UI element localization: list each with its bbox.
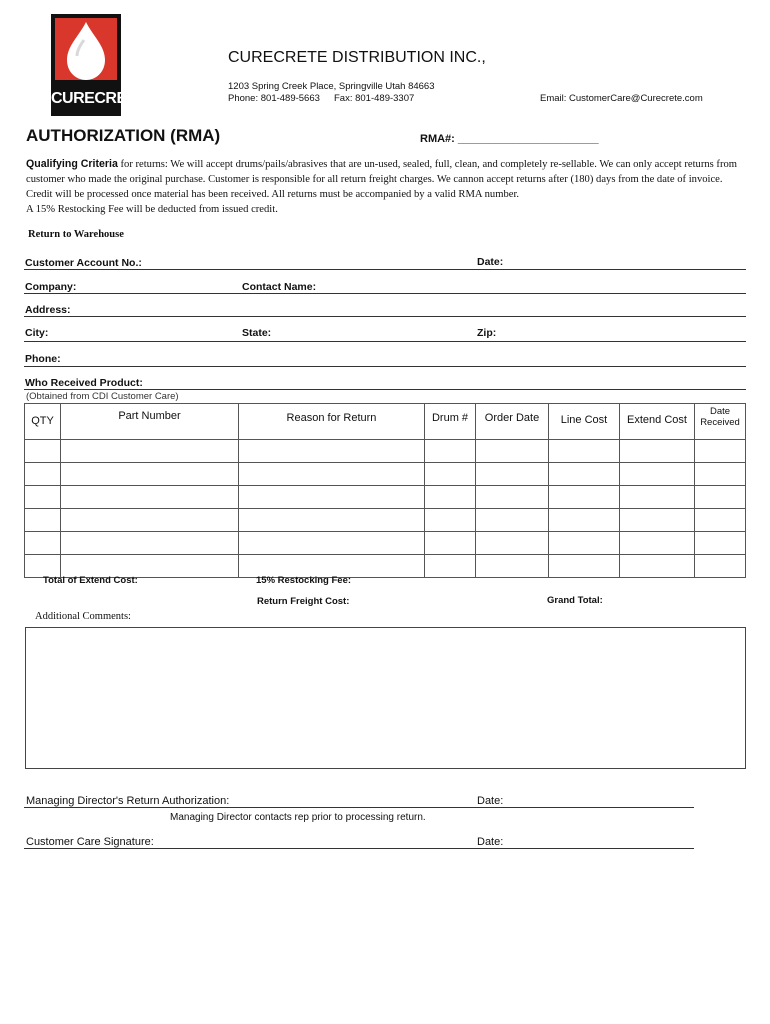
cell-date-received[interactable] — [695, 555, 746, 578]
city-label: City: — [25, 327, 49, 339]
cell-line-cost[interactable] — [549, 555, 620, 578]
cell-part-number[interactable] — [61, 532, 239, 555]
header-qty: QTY — [25, 404, 61, 440]
header-drum: Drum # — [425, 404, 476, 440]
company-line[interactable] — [24, 293, 746, 294]
table-row[interactable] — [25, 486, 746, 509]
table-row[interactable] — [25, 509, 746, 532]
table-row[interactable] — [25, 532, 746, 555]
address-line[interactable] — [24, 316, 746, 317]
phone-line[interactable] — [24, 366, 746, 367]
company-address: 1203 Spring Creek Place, Springville Utah 84663 — [228, 81, 435, 92]
criteria-text: for returns: We will accept drums/pails/abrasives that are un-used, sealed, full, clean, and completely re-sellable. We can only accept returns from customer who made the original purchase. Customer is responsible for all return freight charges. We cannon accept returns after (180) days from the date of invoice. Credit will be processed once material has been received. All returns must be accompanied by a valid RMA number. — [26, 159, 738, 200]
criteria-heading: Qualifying Criteria — [26, 158, 118, 170]
obtained-from-note: (Obtained from CDI Customer Care) — [26, 391, 179, 402]
company-phone: Phone: 801-489-5663 — [228, 93, 320, 104]
cell-date-received[interactable] — [695, 440, 746, 463]
cell-drum[interactable] — [425, 509, 476, 532]
logo-brand-text: CURECRETE — [51, 90, 147, 107]
company-fax: Fax: 801-489-3307 — [334, 93, 415, 104]
cell-line-cost[interactable] — [549, 463, 620, 486]
director-authorization-label: Managing Director's Return Authorization: — [26, 795, 230, 807]
cell-order-date[interactable] — [476, 486, 549, 509]
header-order-date: Order Date — [476, 404, 549, 440]
cell-date-received[interactable] — [695, 532, 746, 555]
cell-order-date[interactable] — [476, 555, 549, 578]
company-logo — [51, 14, 147, 116]
cell-extend-cost[interactable] — [620, 555, 695, 578]
cell-date-received[interactable] — [695, 463, 746, 486]
grand-total-label: Grand Total: — [547, 595, 603, 606]
cell-part-number[interactable] — [61, 463, 239, 486]
director-date-label: Date: — [477, 795, 504, 807]
cell-drum[interactable] — [425, 532, 476, 555]
company-name: CURECRETE DISTRIBUTION INC., — [228, 49, 486, 66]
cell-reason[interactable] — [239, 486, 425, 509]
customer-care-signature-line[interactable] — [24, 848, 694, 849]
header-line-cost: Line Cost — [549, 404, 620, 440]
city-line[interactable] — [24, 341, 746, 342]
cell-part-number[interactable] — [61, 486, 239, 509]
cell-drum[interactable] — [425, 486, 476, 509]
cell-reason[interactable] — [239, 532, 425, 555]
restocking-note: A 15% Restocking Fee will be deducted from issued credit. — [26, 204, 278, 215]
cell-order-date[interactable] — [476, 532, 549, 555]
cell-reason[interactable] — [239, 509, 425, 532]
cell-qty[interactable] — [25, 463, 61, 486]
cell-drum[interactable] — [425, 463, 476, 486]
cell-line-cost[interactable] — [549, 486, 620, 509]
restocking-fee-label: 15% Restocking Fee: — [256, 575, 352, 586]
state-label: State: — [242, 327, 272, 339]
cell-drum[interactable] — [425, 555, 476, 578]
cell-part-number[interactable] — [61, 440, 239, 463]
cell-date-received[interactable] — [695, 509, 746, 532]
header-extend-cost: Extend Cost — [620, 404, 695, 440]
cell-extend-cost[interactable] — [620, 509, 695, 532]
additional-comments-box[interactable] — [25, 627, 746, 769]
customer-care-date-label: Date: — [477, 836, 504, 848]
header-date-received: Date Received — [695, 404, 746, 440]
cell-order-date[interactable] — [476, 509, 549, 532]
qualifying-criteria — [26, 157, 746, 217]
cell-extend-cost[interactable] — [620, 463, 695, 486]
cell-date-received[interactable] — [695, 486, 746, 509]
date-label: Date: — [477, 256, 504, 268]
return-freight-label: Return Freight Cost: — [257, 596, 350, 607]
cell-qty[interactable] — [25, 486, 61, 509]
cell-qty[interactable] — [25, 440, 61, 463]
customer-account-line[interactable] — [24, 269, 746, 270]
cell-extend-cost[interactable] — [620, 440, 695, 463]
who-received-label: Who Received Product: — [25, 377, 143, 389]
table-row[interactable] — [25, 463, 746, 486]
drop-icon — [63, 20, 109, 82]
return-items-table — [24, 403, 746, 578]
zip-label: Zip: — [477, 327, 497, 339]
table-header-row — [25, 404, 746, 440]
phone-label: Phone: — [25, 353, 61, 365]
cell-qty[interactable] — [25, 509, 61, 532]
cell-order-date[interactable] — [476, 440, 549, 463]
cell-reason[interactable] — [239, 440, 425, 463]
customer-care-signature-label: Customer Care Signature: — [26, 836, 154, 848]
table-row[interactable] — [25, 440, 746, 463]
cell-order-date[interactable] — [476, 463, 549, 486]
cell-extend-cost[interactable] — [620, 532, 695, 555]
cell-drum[interactable] — [425, 440, 476, 463]
company-email: Email: CustomerCare@Curecrete.com — [540, 93, 703, 104]
contact-name-label: Contact Name: — [242, 281, 317, 293]
cell-line-cost[interactable] — [549, 440, 620, 463]
total-extend-cost-label: Total of Extend Cost: — [43, 575, 138, 586]
company-label: Company: — [25, 281, 77, 293]
cell-qty[interactable] — [25, 532, 61, 555]
who-received-line[interactable] — [24, 389, 746, 390]
customer-account-label: Customer Account No.: — [25, 257, 142, 269]
director-signature-line[interactable] — [24, 807, 694, 808]
director-note: Managing Director contacts rep prior to processing return. — [170, 812, 426, 823]
rma-number-field[interactable]: RMA#: _______________________ — [420, 133, 599, 145]
section-heading: Return to Warehouse — [28, 229, 124, 240]
header-reason: Reason for Return — [239, 404, 425, 440]
header-part-number: Part Number — [61, 404, 239, 440]
cell-part-number[interactable] — [61, 509, 239, 532]
cell-line-cost[interactable] — [549, 509, 620, 532]
cell-extend-cost[interactable] — [620, 486, 695, 509]
cell-line-cost[interactable] — [549, 532, 620, 555]
additional-comments-label: Additional Comments: — [35, 611, 131, 622]
address-label: Address: — [25, 304, 71, 316]
form-title: AUTHORIZATION (RMA) — [26, 126, 221, 145]
cell-reason[interactable] — [239, 463, 425, 486]
